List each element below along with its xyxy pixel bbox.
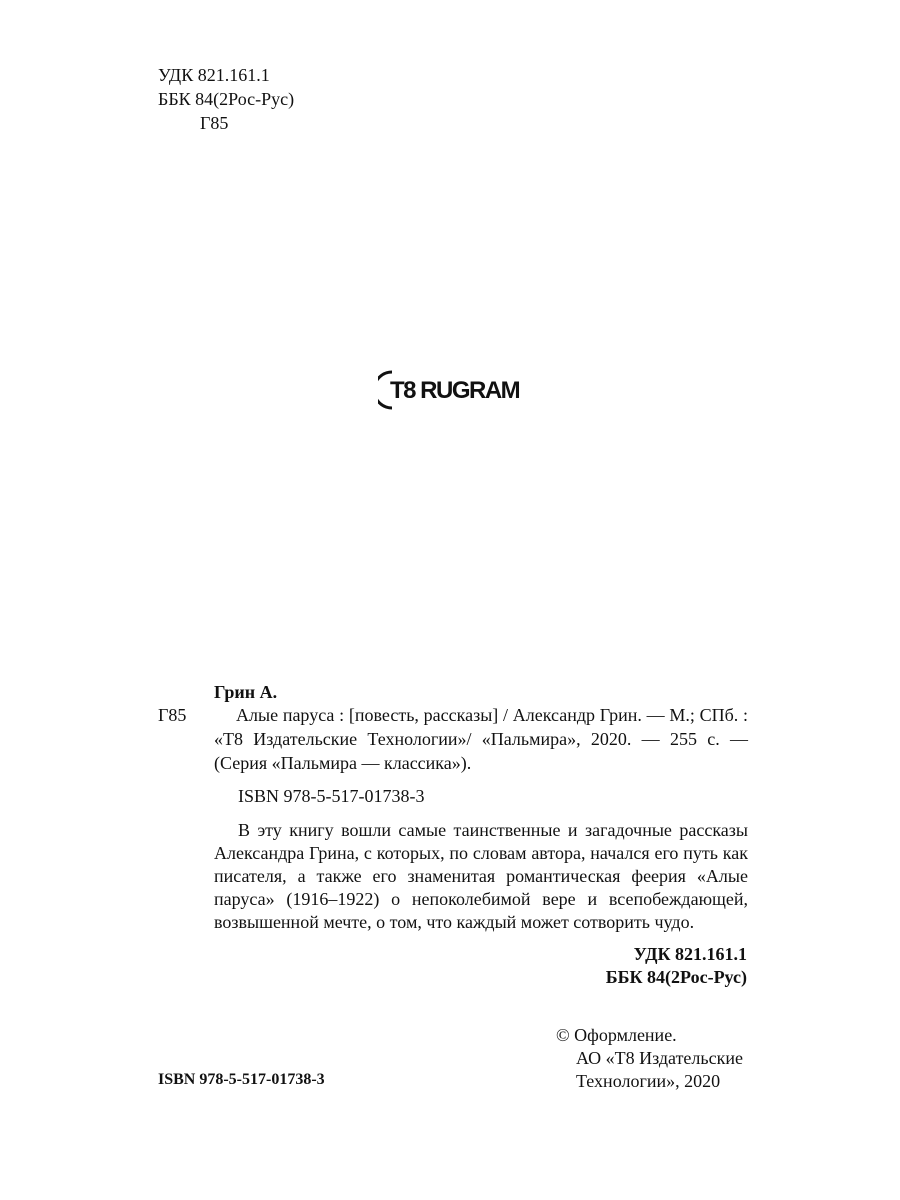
classification-block-bottom bbox=[606, 943, 747, 989]
book-annotation: В эту книгу вошли самые таинственные и загадочные рассказы Александра Грина, с которых, по словам автора, начался его путь как писателя, а также его знаменитая романтическая феерия «Алые паруса» (1916–1922) о непоколебимой вере и всепобеждающей, возвышенной мечте, о том, что каждый может сотворить чудо. bbox=[214, 820, 748, 932]
rugram-logo-icon bbox=[378, 366, 538, 412]
author-heading: Грин А. bbox=[214, 682, 278, 702]
copyright-line-1: © Оформление. bbox=[556, 1025, 677, 1045]
cutter-code: Г85 bbox=[200, 113, 229, 133]
udk-code-bottom: УДК 821.161.1 bbox=[633, 944, 747, 964]
record-isbn: ISBN 978-5-517-01738-3 bbox=[238, 786, 425, 806]
copyright-line-3: Технологии», 2020 bbox=[576, 1071, 721, 1091]
isbn-bottom: ISBN 978-5-517-01738-3 bbox=[158, 1071, 325, 1088]
bbk-code: ББК 84(2Рос-Рус) bbox=[158, 89, 295, 109]
classification-block-top bbox=[158, 63, 294, 135]
publisher-logo bbox=[378, 366, 538, 412]
copyright-line-2: АО «Т8 Издательские bbox=[576, 1048, 743, 1068]
logo-text: T8 RUGRAM bbox=[390, 377, 520, 404]
copyright-notice bbox=[556, 1024, 743, 1093]
bibliographic-description: Алые паруса : [повесть, рассказы] / Александр Грин. — М.; СПб. : «Т8 Издательские Технологии»/ «Пальмира», 2020. — 255 с. — (Серия «Пальмира — классика»). bbox=[214, 705, 748, 773]
record-cutter-code: Г85 bbox=[158, 705, 187, 725]
udk-code: УДК 821.161.1 bbox=[158, 65, 270, 85]
bbk-code-bottom: ББК 84(2Рос-Рус) bbox=[605, 967, 747, 987]
